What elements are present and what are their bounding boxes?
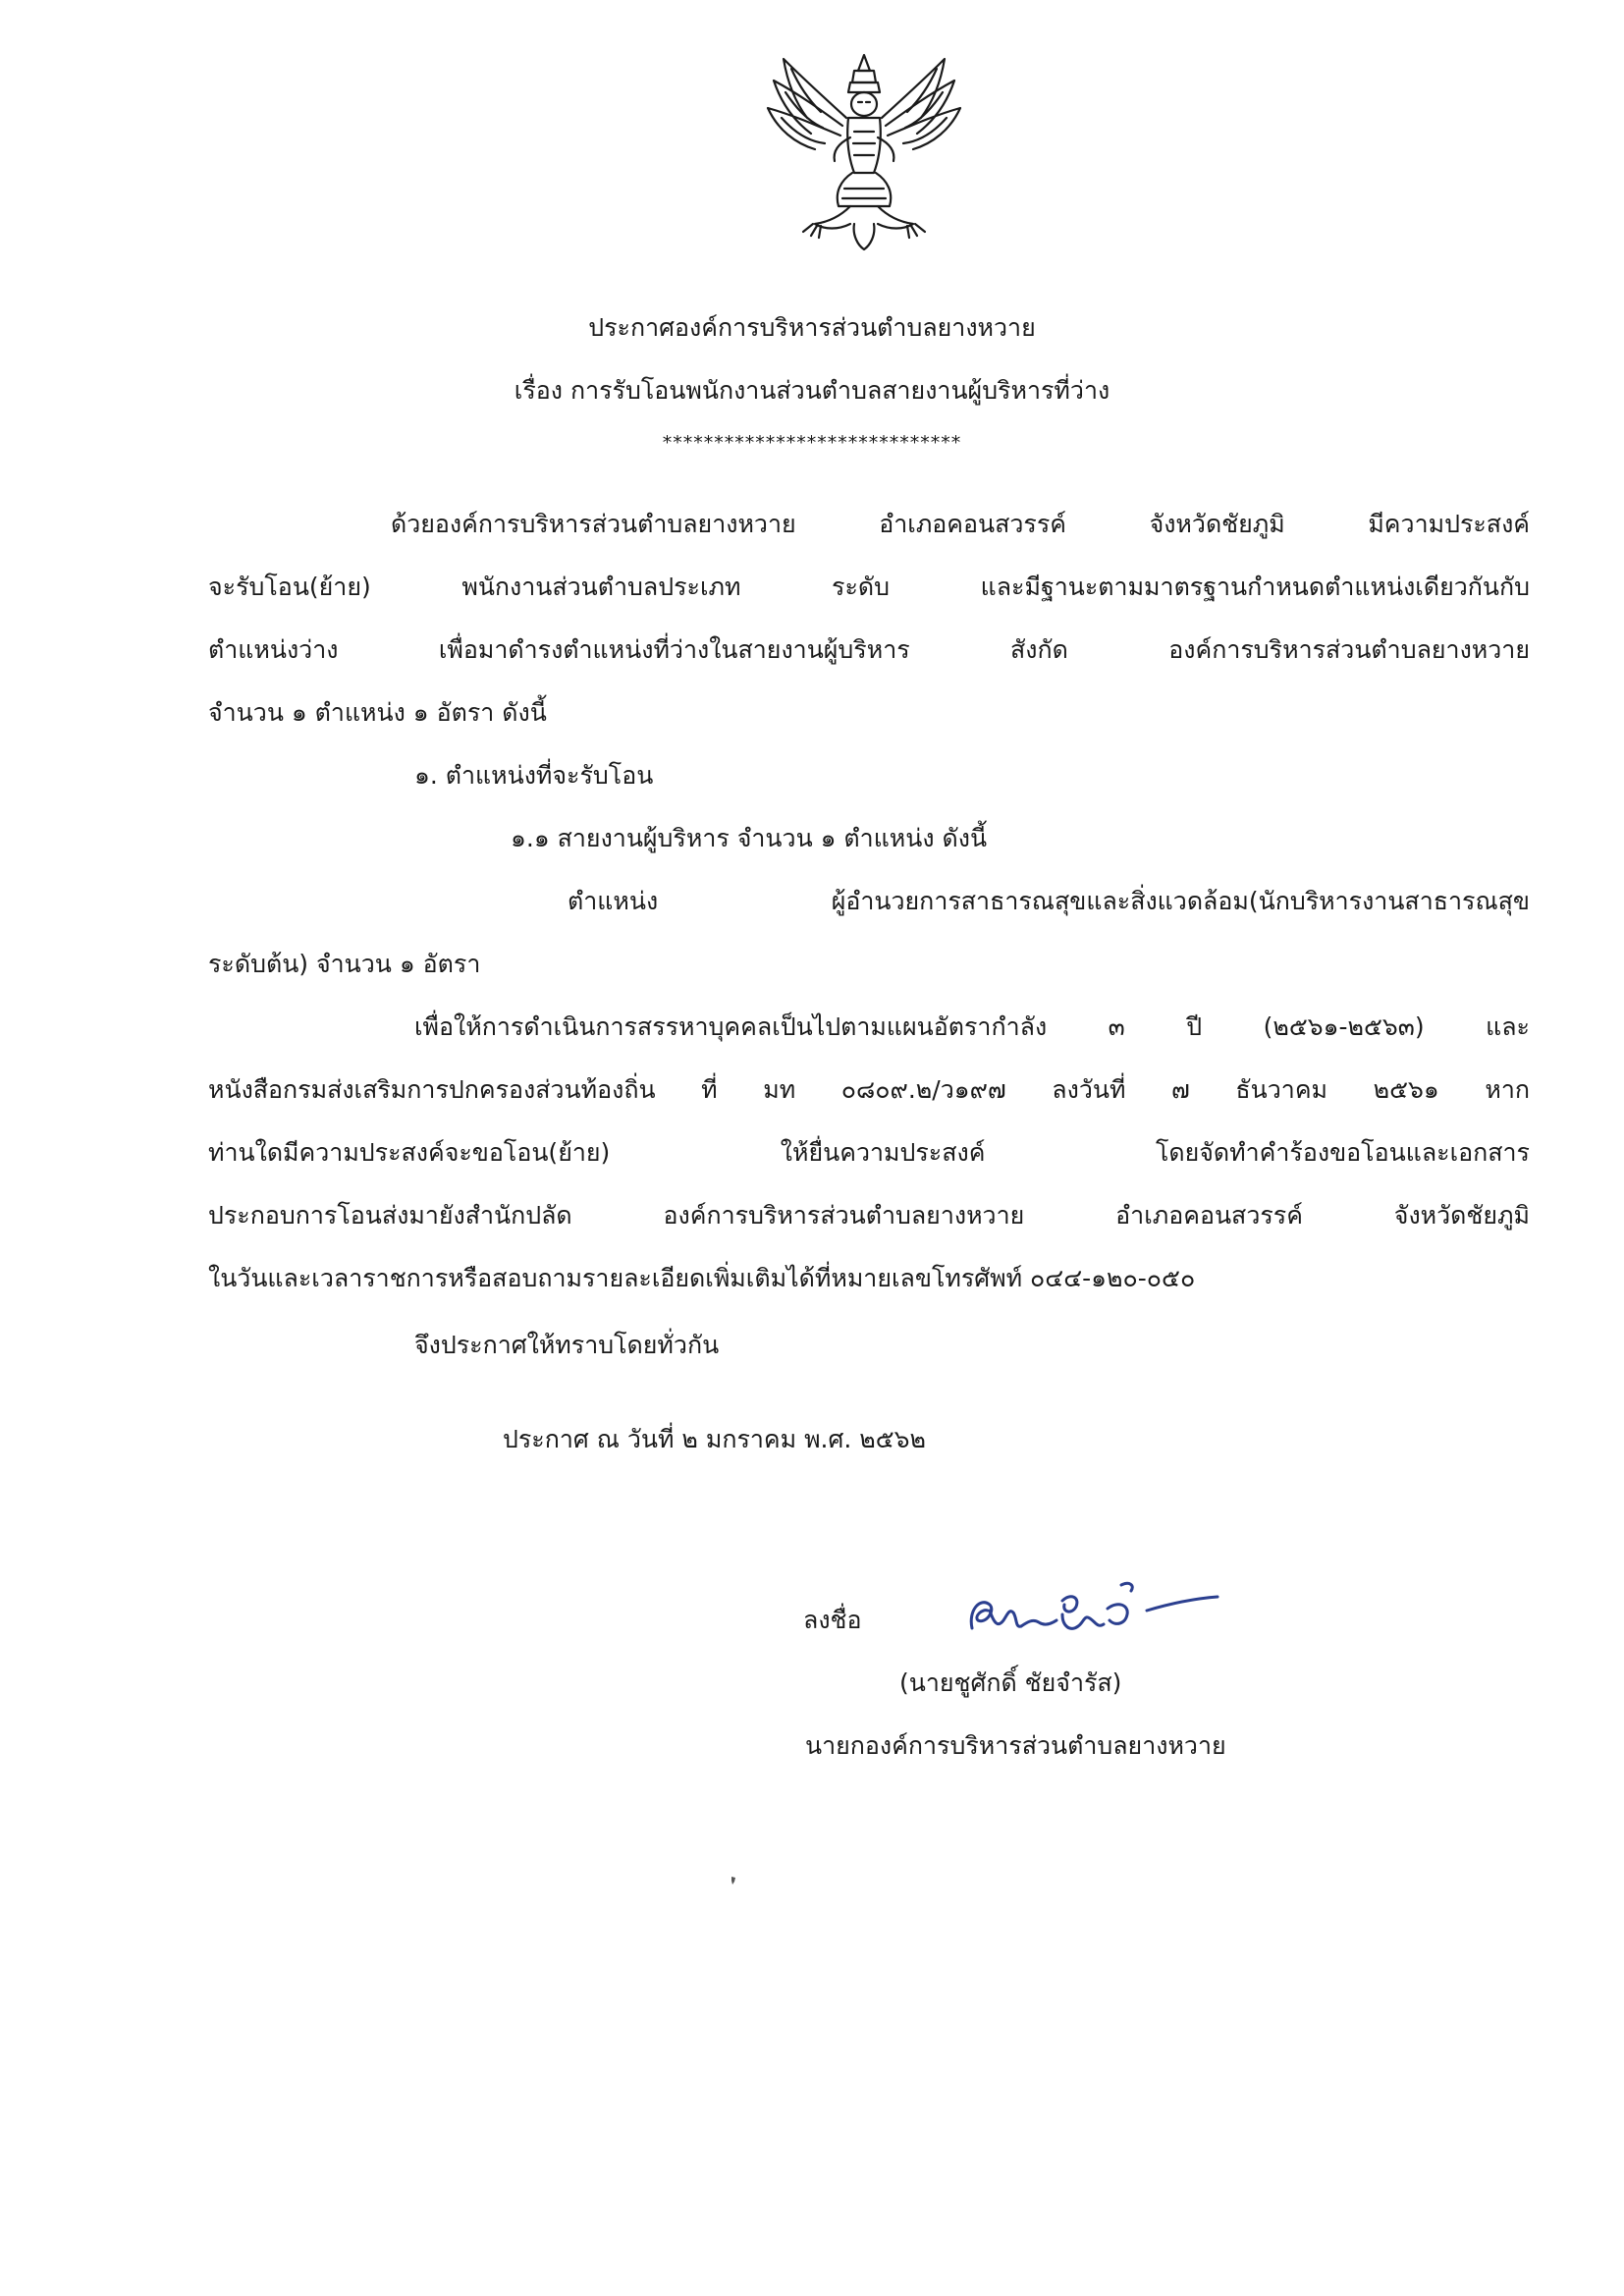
garuda-emblem-icon [756,49,972,255]
position-line-2: ระดับต้น) จำนวน ๑ อัตรา [208,950,481,978]
paragraph-1-line-4: จำนวน ๑ ตำแหน่ง ๑ อัตรา ดังนี้ [208,698,547,727]
signer-title: นายกองค์การบริหารส่วนตำบลยางหวาย [805,1731,1226,1760]
paragraph-2-line-5: ในวันและเวลาราชการหรือสอบถามรายละเอียดเพิ่มเติมได้ที่หมายเลขโทรศัพท์ ๐๔๔-๑๒๐-๐๕๐ [208,1264,1196,1292]
scan-speck [729,1872,738,1884]
sign-label: ลงชื่อ [803,1606,862,1634]
paragraph-2-line-1: เพื่อให้การดำเนินการสรรหาบุคคลเป็นไปตามแผนอัตรากำลัง ๓ ปี (๒๕๖๑-๒๕๖๓) และ [414,1012,1530,1041]
handwritten-signature-icon [960,1571,1235,1660]
section-heading-1-1: ๑.๑ สายงานผู้บริหาร จำนวน ๑ ตำแหน่ง ดังนี้ [511,824,988,852]
paragraph-1-line-3: ตำแหน่งว่าง เพื่อมาดำรงตำแหน่งที่ว่างในสายงานผู้บริหาร สังกัด องค์การบริหารส่วนตำบลยางหวาย [208,635,1530,664]
announcement-title: ประกาศองค์การบริหารส่วนตำบลยางหวาย [588,313,1036,342]
paragraph-2-line-3: ท่านใดมีความประสงค์จะขอโอน(ย้าย) ให้ยื่นความประสงค์ โดยจัดทำคำร้องขอโอนและเอกสาร [208,1138,1530,1167]
announcement-date: ประกาศ ณ วันที่ ๒ มกราคม พ.ศ. ๒๕๖๒ [503,1425,927,1453]
title-separator: ***************************** [662,432,962,454]
position-line-1: ตำแหน่ง ผู้อำนวยการสาธารณสุขและสิ่งแวดล้อม(นักบริหารงานสาธารณสุข [568,887,1530,915]
section-heading-1: ๑. ตำแหน่งที่จะรับโอน [414,761,654,790]
paragraph-2-line-4: ประกอบการโอนส่งมายังสำนักปลัด องค์การบริหารส่วนตำบลยางหวาย อำเภอคอนสวรรค์ จังหวัดชัยภูมิ [208,1201,1530,1230]
announcement-subject: เรื่อง การรับโอนพนักงานส่วนตำบลสายงานผู้บริหารที่ว่าง [514,376,1110,405]
paragraph-2-line-2: หนังสือกรมส่งเสริมการปกครองส่วนท้องถิ่น ที่ มท ๐๘๐๙.๒/ว๑๙๗ ลงวันที่ ๗ ธันวาคม ๒๕๖๑ หาก [208,1075,1530,1104]
signer-name: (นายชูศักดิ์ ชัยจำรัส) [899,1668,1122,1697]
paragraph-1-line-1: ด้วยองค์การบริหารส่วนตำบลยางหวาย อำเภอคอนสวรรค์ จังหวัดชัยภูมิ มีความประสงค์ [391,510,1530,538]
paragraph-1-line-2: จะรับโอน(ย้าย) พนักงานส่วนตำบลประเภท ระดับ และมีฐานะตามมาตรฐานกำหนดตำแหน่งเดียวกันกับ [208,573,1530,601]
closing-statement: จึงประกาศให้ทราบโดยทั่วกัน [414,1331,720,1359]
